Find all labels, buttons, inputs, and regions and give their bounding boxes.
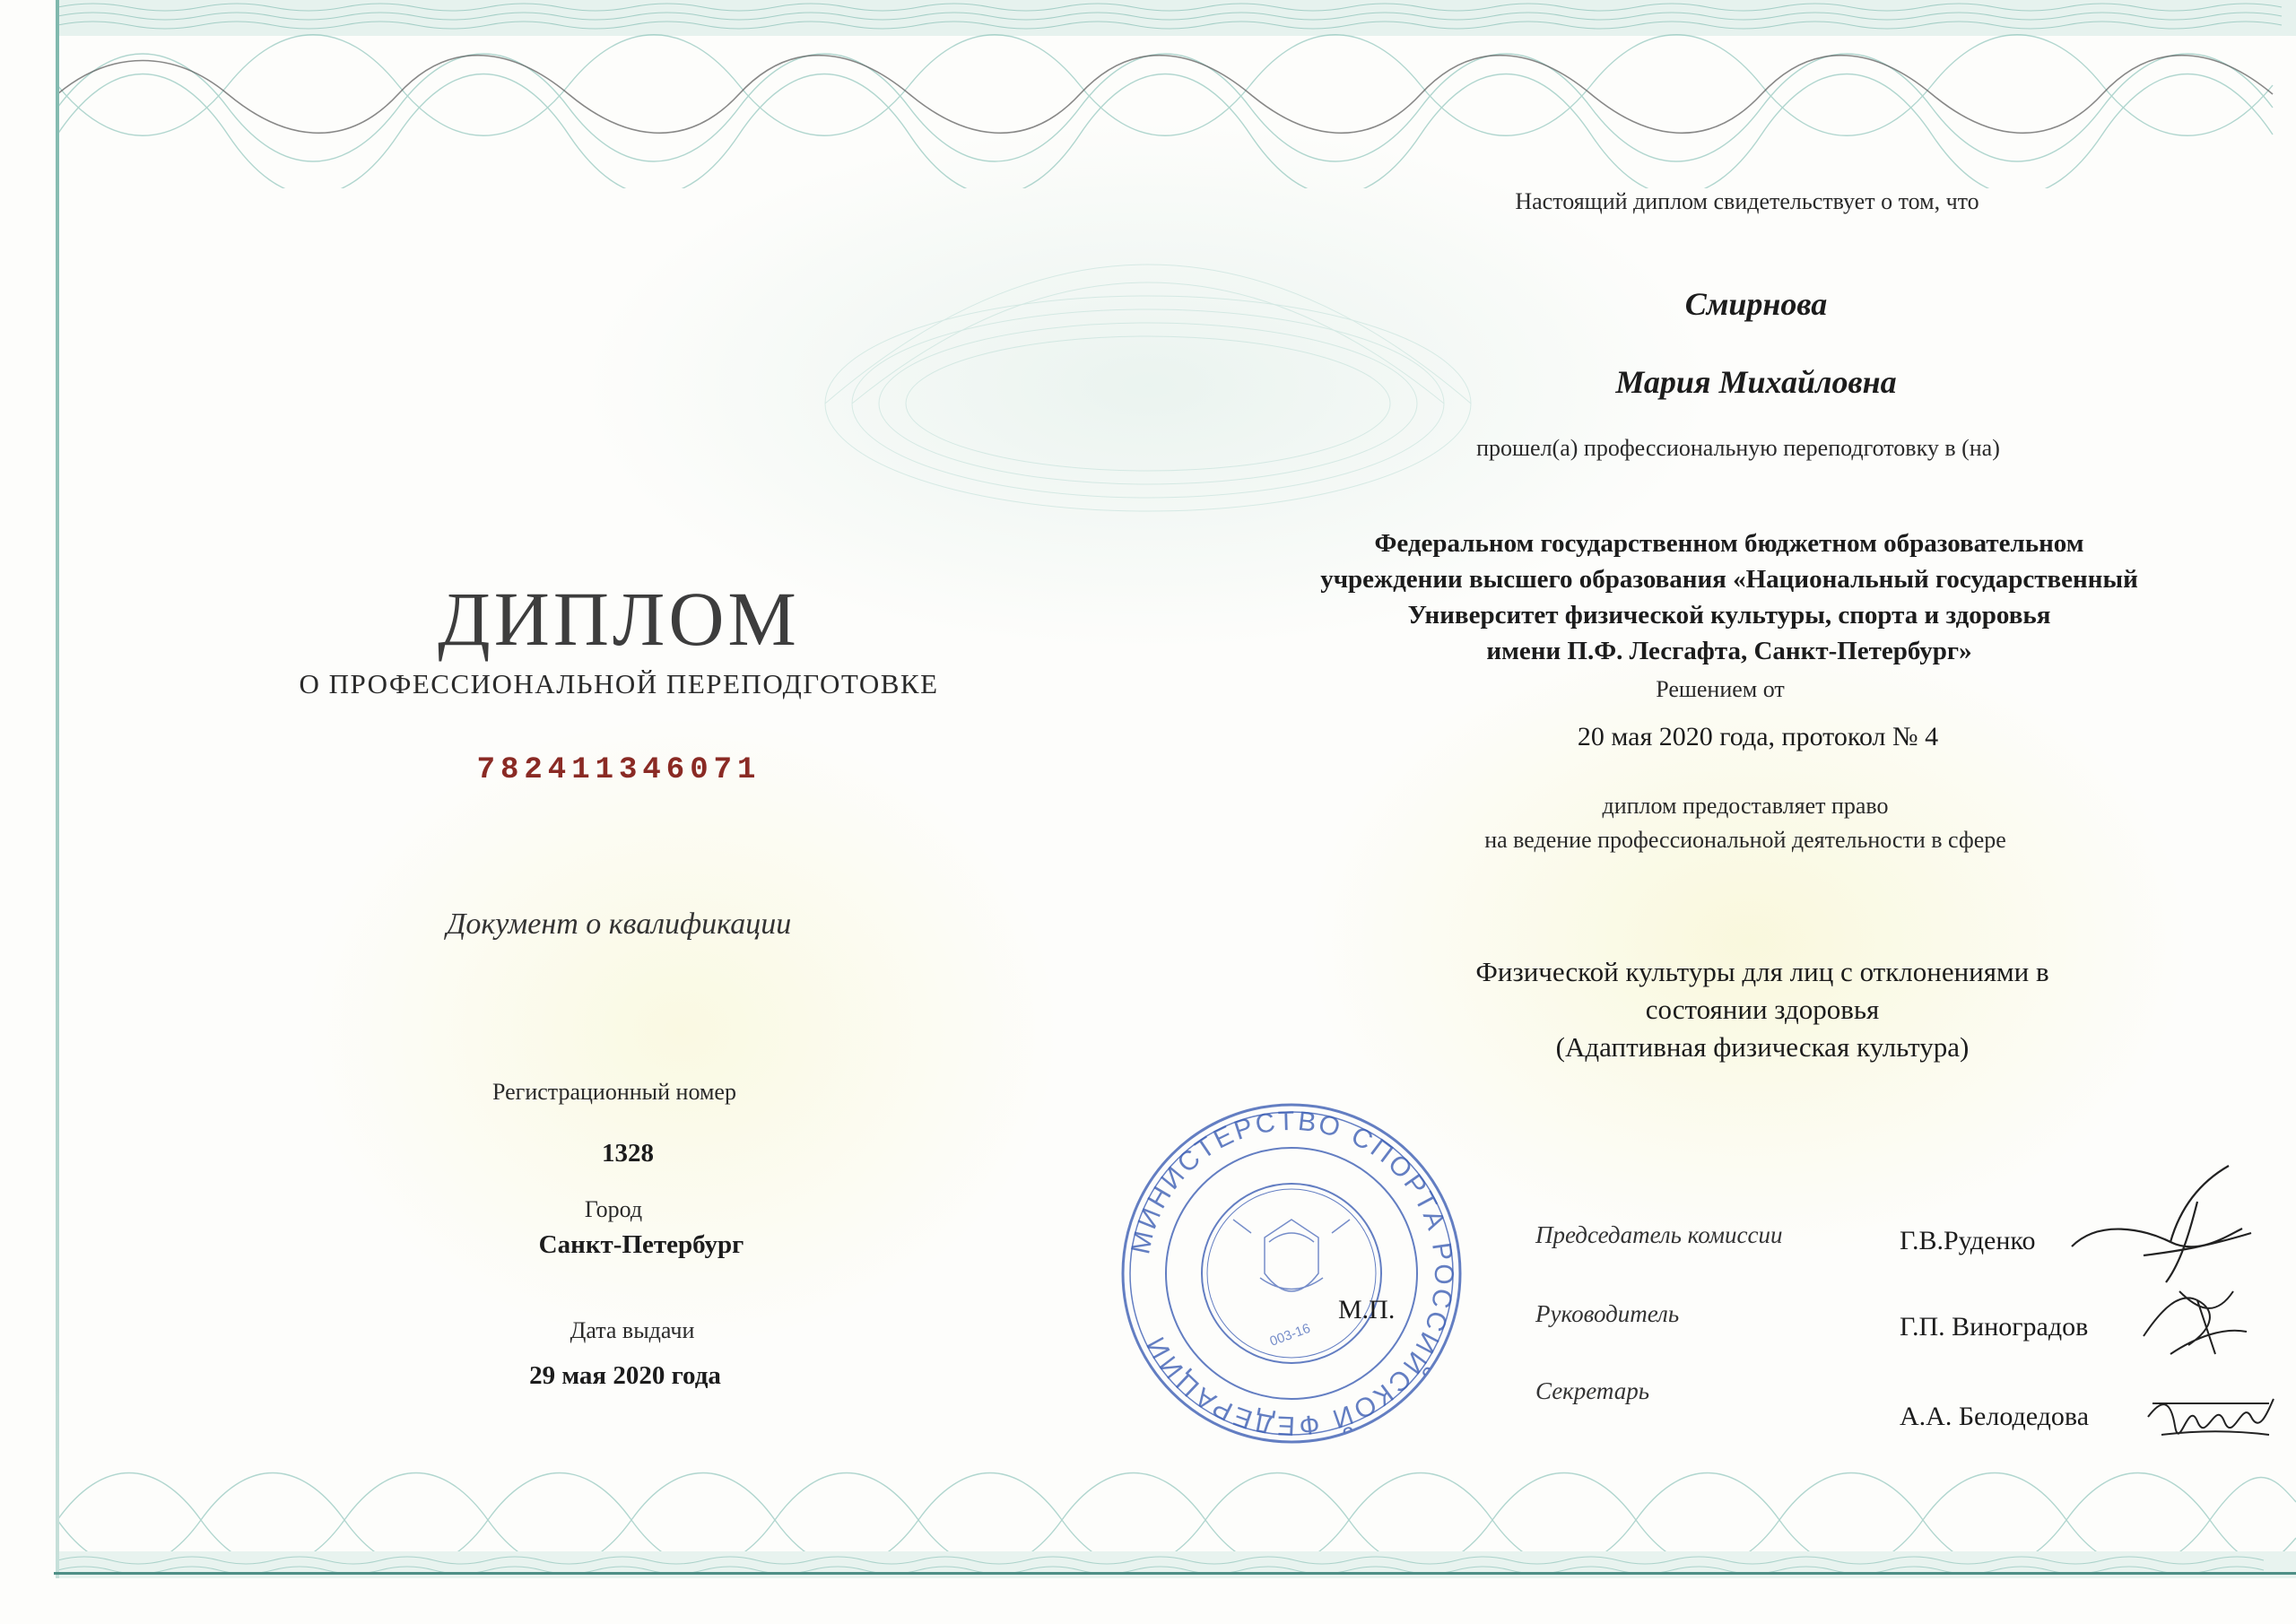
decision-label: Решением от bbox=[1656, 676, 1785, 702]
city-value: Санкт-Петербург bbox=[538, 1230, 744, 1259]
signature-mark-chair bbox=[2063, 1157, 2260, 1291]
specialty-line: Физической культуры для лиц с отклонениями в bbox=[1475, 956, 2049, 987]
document-type: Документ о квалификации bbox=[446, 908, 792, 941]
institution-line: Университет физической культуры, спорта и здоровья bbox=[1407, 601, 2051, 630]
specialty bbox=[1475, 953, 2048, 1066]
bottom-edge-rule bbox=[54, 1572, 2296, 1575]
city-label: Город bbox=[584, 1196, 643, 1222]
serial-number: 782411346071 bbox=[476, 753, 761, 787]
specialty-line: состоянии здоровья bbox=[1645, 994, 1880, 1025]
top-ornament-border bbox=[57, 0, 2296, 188]
signature-role-secretary: Секретарь bbox=[1535, 1377, 1650, 1404]
left-edge-rule bbox=[56, 0, 59, 1578]
signature-mark-secretary bbox=[2144, 1381, 2278, 1453]
issue-date: 29 мая 2020 года bbox=[529, 1361, 721, 1390]
issue-date-label: Дата выдачи bbox=[570, 1317, 695, 1343]
signature-mark-head bbox=[2135, 1273, 2251, 1363]
institution-line: учреждении высшего образования «Национальный государственный bbox=[1320, 565, 2138, 594]
diploma-subtitle: О ПРОФЕССИОНАЛЬНОЙ ПЕРЕПОДГОТОВКЕ bbox=[299, 668, 939, 699]
signature-name-head: Г.П. Виноградов bbox=[1900, 1312, 2089, 1342]
signature-name-secretary: А.А. Белодедова bbox=[1900, 1402, 2090, 1431]
decision-date: 20 мая 2020 года, протокол № 4 bbox=[1577, 722, 1939, 751]
signature-name-chair: Г.В.Руденко bbox=[1900, 1226, 2036, 1255]
intro-text: Настоящий диплом свидетельствует о том, что bbox=[1515, 188, 1979, 214]
registration-label: Регистрационный номер bbox=[492, 1079, 736, 1105]
rights-text-line1: диплом предоставляет право bbox=[1602, 793, 1889, 819]
institution-line: имени П.Ф. Лесгафта, Санкт-Петербург» bbox=[1486, 637, 1972, 665]
passed-text: прошел(а) профессиональную переподготовку в (на) bbox=[1476, 435, 2000, 461]
holder-surname: Смирнова bbox=[1684, 286, 1828, 322]
specialty-line: (Адаптивная физическая культура) bbox=[1555, 1031, 1970, 1063]
svg-text:003-16 bbox=[1268, 1321, 1313, 1350]
diploma-title: ДИПЛОМ bbox=[438, 576, 800, 662]
bottom-ornament-border bbox=[57, 1457, 2296, 1578]
stamp-place-label: М.П. bbox=[1338, 1295, 1396, 1324]
signature-role-head: Руководитель bbox=[1535, 1300, 1680, 1327]
seal-code: 003-16 bbox=[1267, 1320, 1313, 1350]
official-seal bbox=[1117, 1099, 1466, 1448]
svg-text:МИНИСТЕРСТВО СПОРТА РОССИЙСКОЙ: МИНИСТЕРСТВО СПОРТА РОССИЙСКОЙ ФЕДЕРАЦИИ bbox=[1126, 1106, 1459, 1441]
rights-text-line2: на ведение профессиональной деятельности в сфере bbox=[1484, 827, 2006, 853]
center-watermark bbox=[807, 179, 1489, 520]
institution-line: Федеральном государственном бюджетном образовательном bbox=[1374, 529, 2084, 558]
signature-role-chair: Председатель комиссии bbox=[1535, 1221, 1783, 1248]
registration-number: 1328 bbox=[602, 1139, 654, 1168]
holder-given-names: Мария Михайловна bbox=[1615, 364, 1897, 400]
institution-name bbox=[1320, 525, 2138, 669]
